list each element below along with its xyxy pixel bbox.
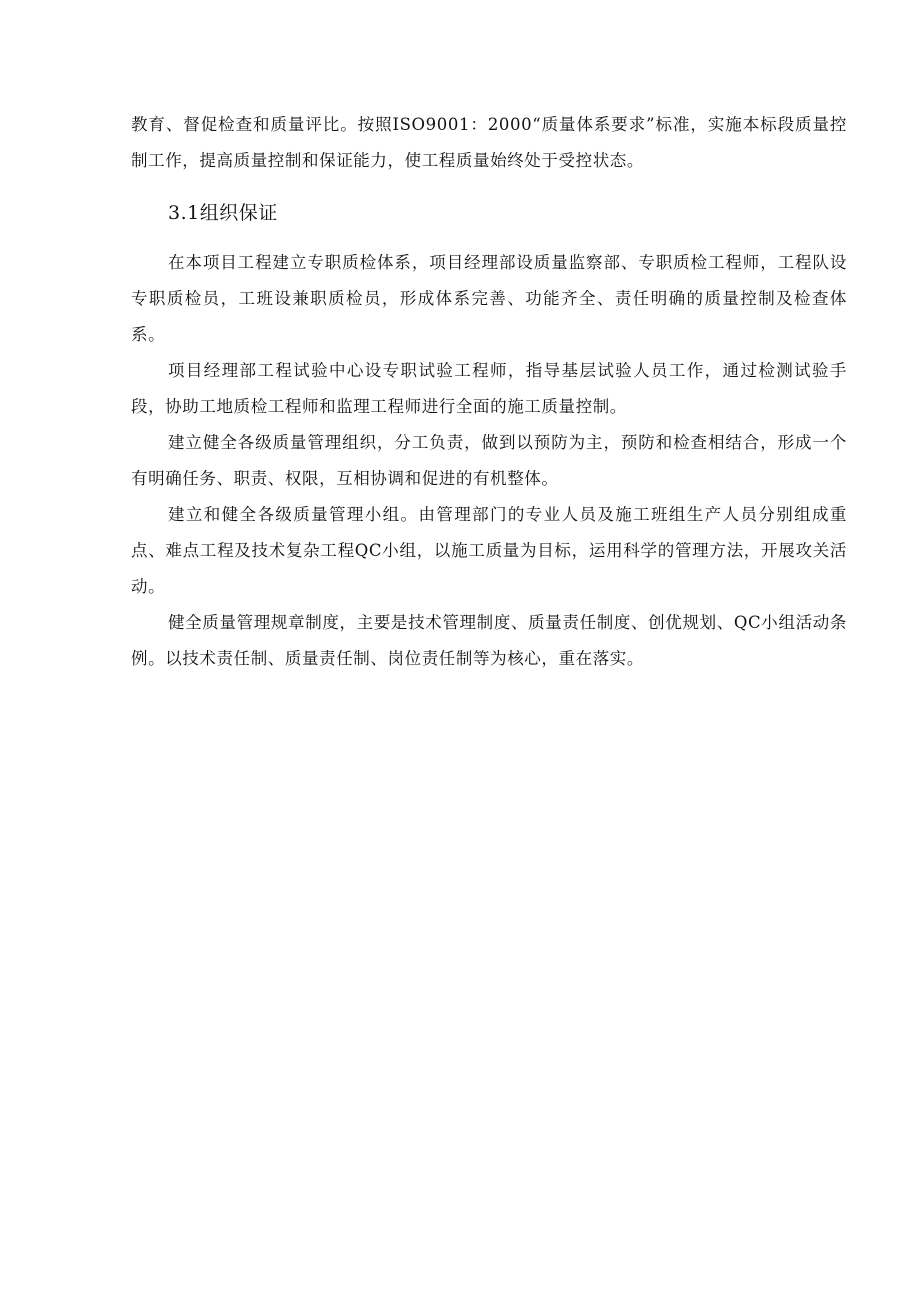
- paragraph-2: 项目经理部工程试验中心设专职试验工程师，指导基层试验人员工作，通过检测试验手段，协助工地质检工程师和监理工程师进行全面的施工质量控制。: [131, 361, 847, 416]
- paragraph-1: 在本项目工程建立专职质检体系，项目经理部设质量监察部、专职质检工程师，工程队设专职质检员，工班设兼职质检员，形成体系完善、功能齐全、责任明确的质量控制及检查体系。: [131, 253, 847, 344]
- paragraph-3: 建立健全各级质量管理组织，分工负责，做到以预防为主，预防和检查相结合，形成一个有明确任务、职责、权限，互相协调和促进的有机整体。: [131, 433, 847, 488]
- intro-paragraph: 教育、督促检查和质量评比。按照ISO9001：2000“质量体系要求”标准，实施本标段质量控制工作，提高质量控制和保证能力，使工程质量始终处于受控状态。: [131, 115, 847, 170]
- section-heading: 3.1组织保证: [168, 202, 278, 224]
- paragraph-5: 健全质量管理规章制度，主要是技术管理制度、质量责任制度、创优规划、QC小组活动条例。以技术责任制、质量责任制、岗位责任制等为核心，重在落实。: [131, 613, 847, 668]
- paragraph-4: 建立和健全各级质量管理小组。由管理部门的专业人员及施工班组生产人员分别组成重点、难点工程及技术复杂工程QC小组，以施工质量为目标，运用科学的管理方法，开展攻关活动。: [131, 505, 847, 596]
- document-body: [131, 107, 847, 677]
